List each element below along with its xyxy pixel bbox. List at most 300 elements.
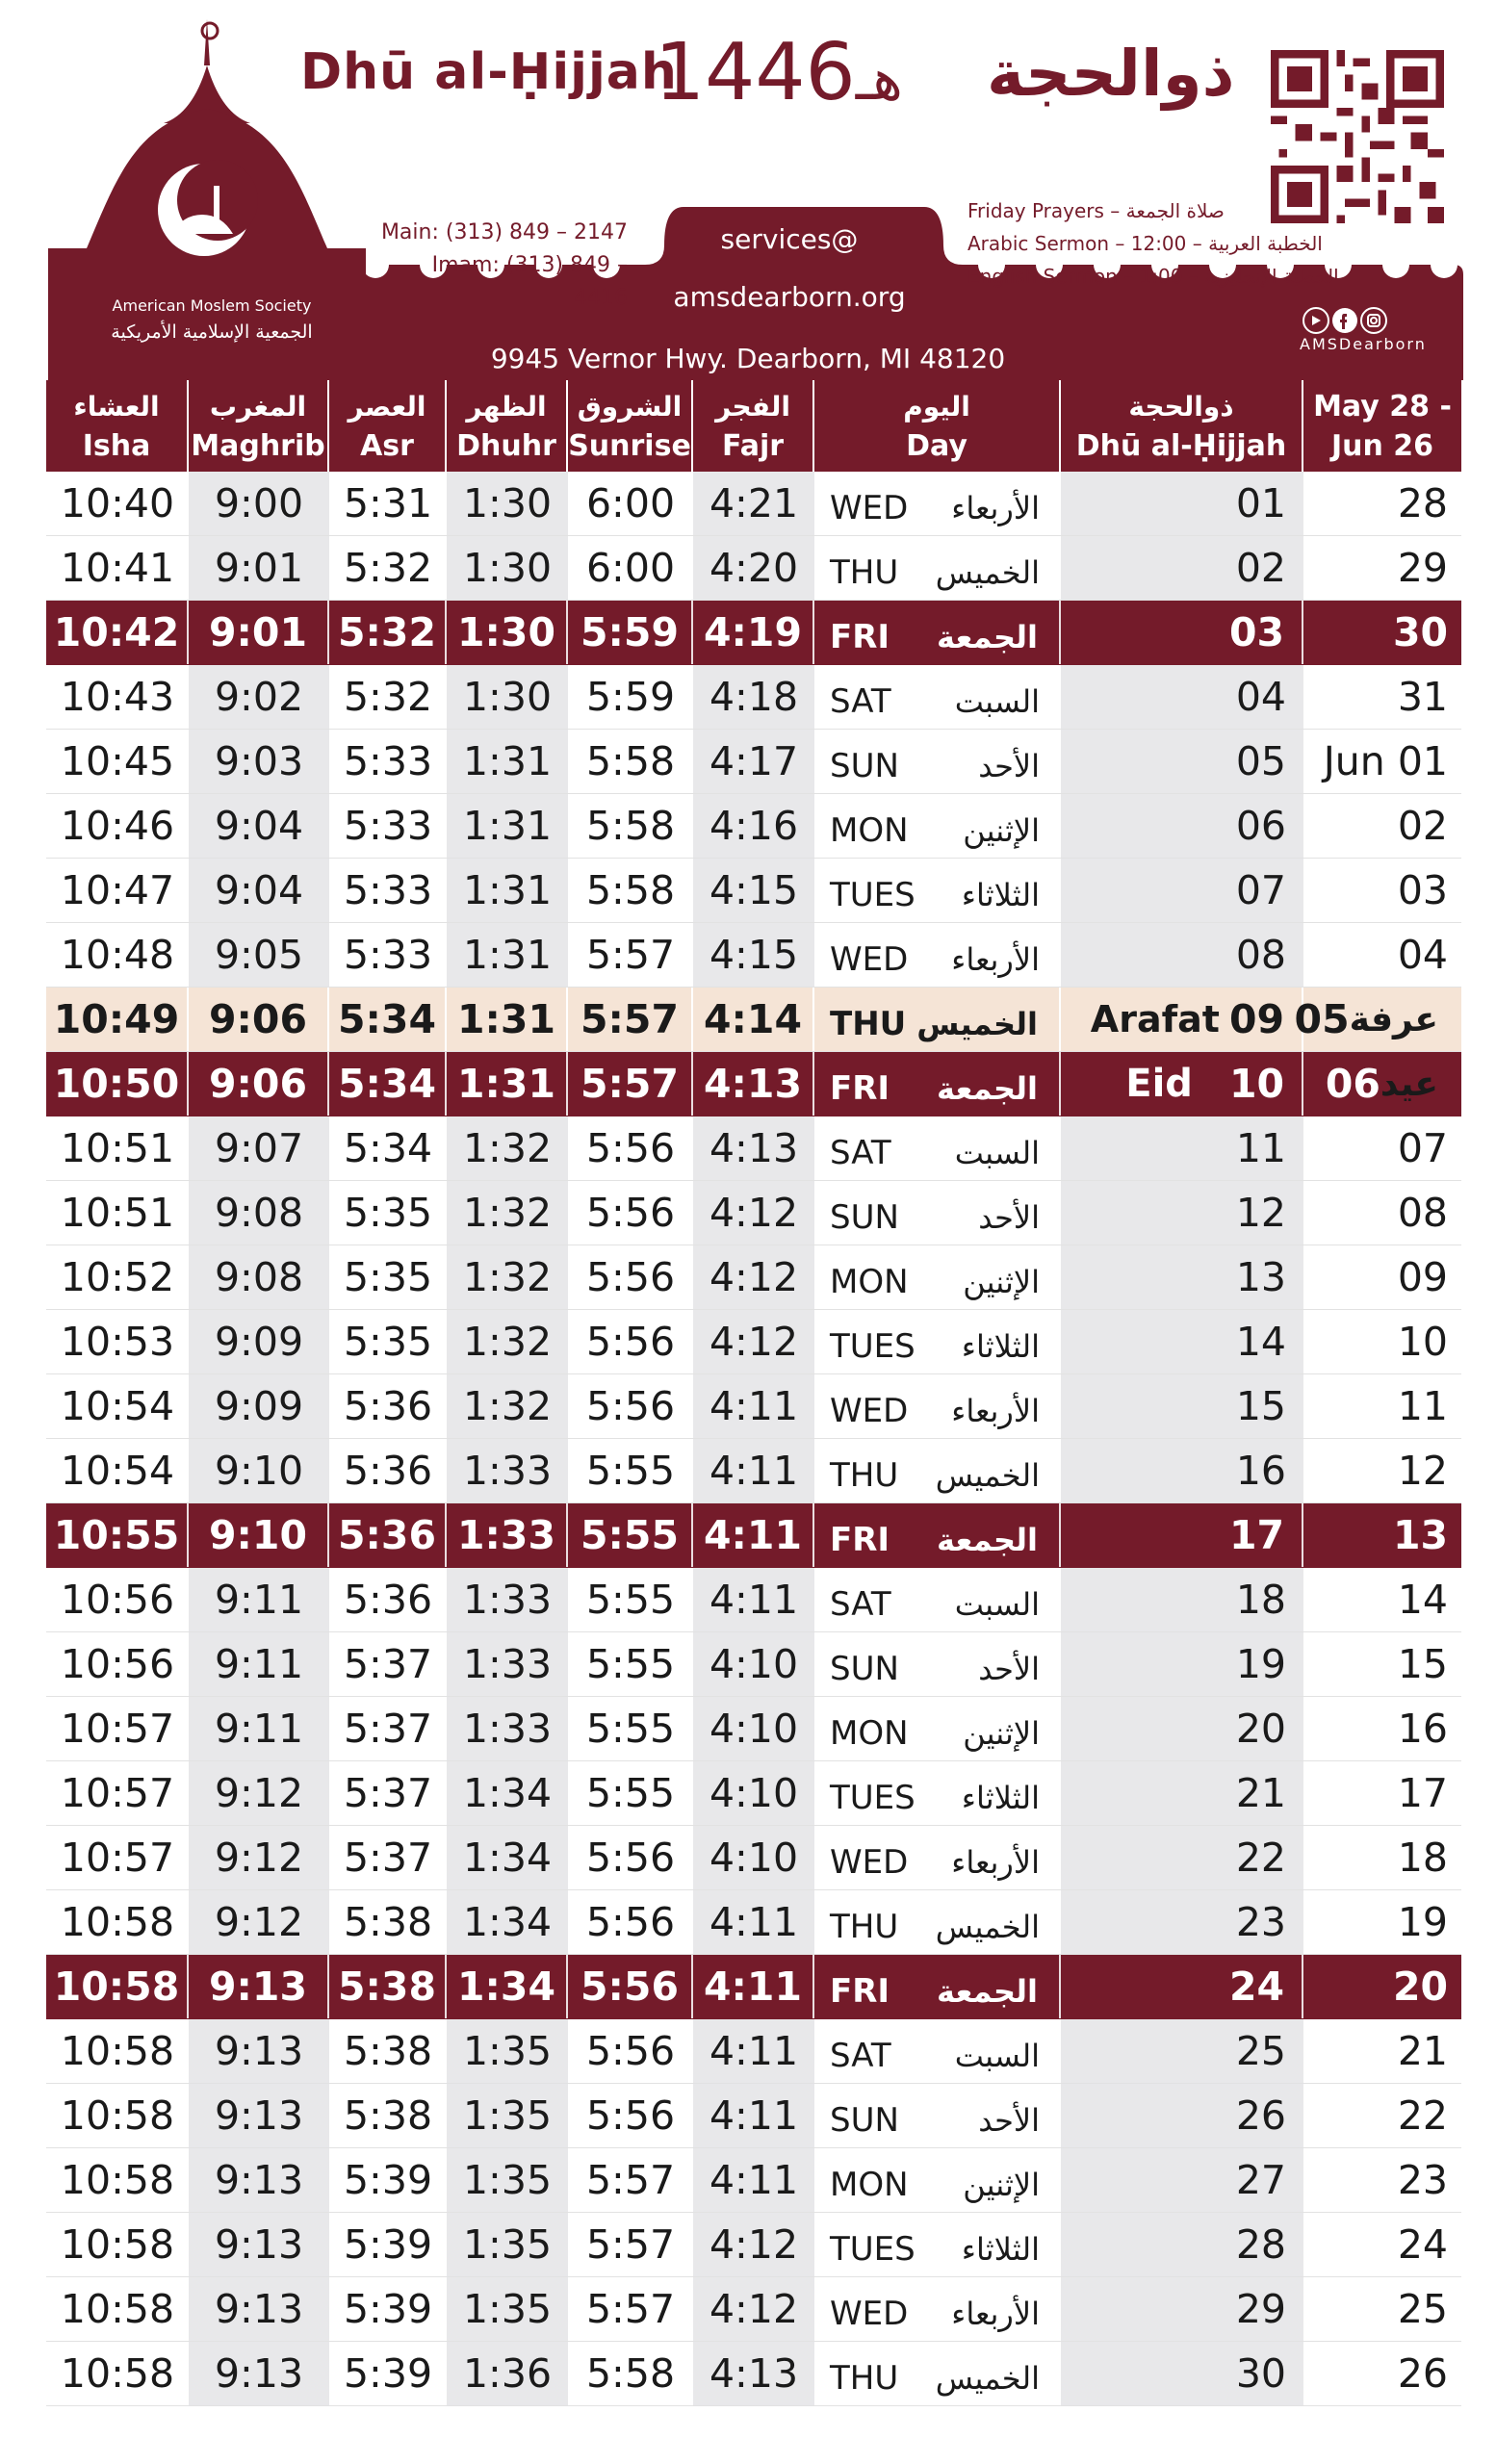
greg-cell	[1303, 665, 1461, 729]
greg-date: 11	[1397, 1383, 1448, 1429]
maghrib-cell	[189, 1761, 329, 1825]
asr-time: 5:37	[343, 1641, 433, 1687]
day-en: SAT	[830, 1134, 891, 1172]
col-fajr-en: Fajr	[721, 428, 785, 463]
isha-time: 10:57	[60, 1706, 175, 1752]
table-row	[46, 601, 1461, 665]
asr-cell	[329, 923, 447, 987]
dhuhr-time: 1:30	[462, 674, 553, 720]
day-cell	[814, 1374, 1061, 1438]
fajr-time: 4:19	[704, 609, 802, 655]
greg-date: 12	[1397, 1448, 1448, 1494]
col-hijri-en: Dhū al-Ḥijjah	[1075, 428, 1287, 463]
sunrise-cell	[568, 1826, 693, 1889]
isha-cell	[46, 2213, 189, 2276]
instagram-icon[interactable]	[1361, 308, 1386, 333]
greg-date: 26	[1397, 2350, 1448, 2397]
asr-cell	[329, 988, 447, 1051]
day-en: THU	[830, 1908, 899, 1946]
sunrise-cell	[568, 601, 693, 664]
col-greg-line1: May 28 -	[1313, 389, 1452, 424]
col-fajr-ar: الفجر	[715, 390, 790, 423]
fajr-time: 4:10	[709, 1835, 799, 1881]
maghrib-cell	[189, 472, 329, 535]
maghrib-cell	[189, 1697, 329, 1760]
sunrise-time: 5:56	[585, 1899, 676, 1945]
fajr-time: 4:13	[709, 1125, 799, 1171]
col-fajr	[693, 380, 814, 472]
day-ar: الجمعة	[937, 1522, 1038, 1558]
sunrise-cell	[568, 1052, 693, 1116]
day-ar: الخميس	[935, 1457, 1040, 1494]
maghrib-cell	[189, 1568, 329, 1631]
asr-time: 5:34	[343, 1125, 433, 1171]
maghrib-cell	[189, 1826, 329, 1889]
sunrise-time: 5:56	[585, 1319, 676, 1365]
greg-cell	[1303, 1826, 1461, 1889]
phone-imam[interactable]: Imam: (313) 849 – 4416	[431, 253, 628, 310]
fajr-time: 4:10	[709, 1706, 799, 1752]
table-row	[46, 859, 1461, 923]
isha-cell	[46, 1310, 189, 1373]
greg-cell	[1303, 2148, 1461, 2212]
hijri-date: 03	[1228, 609, 1284, 655]
day-en: FRI	[830, 1521, 890, 1559]
sunrise-cell	[568, 2084, 693, 2147]
greg-date: 07	[1397, 1125, 1448, 1171]
isha-cell	[46, 2148, 189, 2212]
asr-cell	[329, 1568, 447, 1631]
table-row	[46, 1697, 1461, 1761]
day-ar: السبت	[954, 683, 1040, 720]
dhuhr-time: 1:30	[462, 480, 553, 526]
day-ar: الأحد	[978, 748, 1040, 784]
fajr-cell	[693, 2148, 814, 2212]
greg-date: 25	[1397, 2286, 1448, 2332]
day-cell	[814, 1955, 1061, 2018]
greg-cell	[1303, 1245, 1461, 1309]
asr-time: 5:32	[343, 545, 433, 591]
greg-date: 03	[1397, 867, 1448, 913]
facebook-icon[interactable]	[1332, 308, 1357, 333]
sunrise-time: 6:00	[585, 545, 676, 591]
maghrib-time: 9:01	[214, 545, 304, 591]
maghrib-time: 9:10	[214, 1448, 304, 1494]
asr-time: 5:32	[338, 609, 436, 655]
fajr-cell	[693, 730, 814, 793]
day-en: WED	[830, 940, 909, 979]
greg-date: 21	[1397, 2028, 1448, 2074]
isha-cell	[46, 923, 189, 987]
sunrise-time: 5:56	[585, 1125, 676, 1171]
hijri-cell	[1061, 1310, 1303, 1373]
col-greg-line2: Jun 26	[1330, 428, 1434, 463]
fajr-cell	[693, 859, 814, 922]
qr-code-icon[interactable]	[1271, 50, 1444, 223]
hijri-date: 12	[1235, 1190, 1286, 1236]
fajr-time: 4:12	[709, 1319, 799, 1365]
day-en: FRI	[830, 1069, 890, 1108]
day-en: TUES	[830, 2230, 916, 2269]
maghrib-time: 9:13	[209, 1964, 307, 2010]
year-suffix: هـ	[855, 46, 903, 114]
col-hijri	[1061, 380, 1303, 472]
social-handle[interactable]: AMSDearborn	[1300, 335, 1427, 353]
maghrib-cell	[189, 2148, 329, 2212]
day-ar: الإثنين	[963, 1715, 1040, 1752]
sunrise-time: 5:55	[585, 1577, 676, 1623]
greg-note: عرفة	[1349, 999, 1438, 1040]
day-cell	[814, 2213, 1061, 2276]
hijri-cell	[1061, 923, 1303, 987]
table-row	[46, 2342, 1461, 2406]
table-row	[46, 1890, 1461, 1955]
day-en: FRI	[830, 1972, 890, 2011]
table-row	[46, 1245, 1461, 1310]
sunrise-time: 5:58	[585, 867, 676, 913]
hijri-cell	[1061, 1890, 1303, 1954]
asr-cell	[329, 1503, 447, 1567]
hijri-cell	[1061, 1503, 1303, 1567]
greg-cell	[1303, 1890, 1461, 1954]
sunrise-cell	[568, 1181, 693, 1245]
isha-cell	[46, 1052, 189, 1116]
isha-time: 10:56	[60, 1641, 175, 1687]
maghrib-cell	[189, 730, 329, 793]
maghrib-time: 9:06	[209, 996, 307, 1042]
sunrise-cell	[568, 1310, 693, 1373]
fajr-time: 4:10	[709, 1641, 799, 1687]
fajr-cell	[693, 601, 814, 664]
fajr-cell	[693, 1826, 814, 1889]
dhuhr-time: 1:32	[462, 1125, 553, 1171]
fajr-cell	[693, 2213, 814, 2276]
fajr-cell	[693, 2277, 814, 2341]
fajr-cell	[693, 1181, 814, 1245]
asr-time: 5:34	[338, 996, 436, 1042]
col-isha-en: Isha	[82, 428, 151, 463]
email-line-1[interactable]: services@	[720, 223, 859, 255]
fajr-cell	[693, 1310, 814, 1373]
table-body	[46, 472, 1461, 2406]
dhuhr-time: 1:34	[462, 1770, 553, 1816]
phone-numbers	[375, 217, 628, 315]
greg-date: 19	[1397, 1899, 1448, 1945]
isha-cell	[46, 2084, 189, 2147]
fajr-cell	[693, 988, 814, 1051]
asr-cell	[329, 1826, 447, 1889]
day-en: WED	[830, 1392, 909, 1430]
maghrib-time: 9:04	[214, 867, 304, 913]
fajr-time: 4:17	[709, 738, 799, 784]
maghrib-time: 9:10	[209, 1512, 307, 1558]
asr-cell	[329, 1052, 447, 1116]
dhuhr-cell	[447, 1697, 568, 1760]
greg-date: 30	[1392, 609, 1448, 655]
dhuhr-cell	[447, 1890, 568, 1954]
greg-cell	[1303, 2019, 1461, 2083]
greg-cell	[1303, 1503, 1461, 1567]
day-ar: الأربعاء	[951, 490, 1040, 526]
isha-cell	[46, 1826, 189, 1889]
greg-date: 04	[1397, 932, 1448, 978]
isha-time: 10:56	[60, 1577, 175, 1623]
maghrib-time: 9:06	[209, 1061, 307, 1107]
isha-cell	[46, 1503, 189, 1567]
hijri-date: 28	[1235, 2221, 1286, 2268]
sunrise-time: 6:00	[585, 480, 676, 526]
isha-time: 10:58	[60, 2157, 175, 2203]
isha-time: 10:42	[53, 609, 180, 655]
asr-time: 5:35	[343, 1190, 433, 1236]
fajr-time: 4:10	[709, 1770, 799, 1816]
isha-time: 10:58	[53, 1964, 180, 2010]
dhuhr-cell	[447, 1955, 568, 2018]
isha-cell	[46, 988, 189, 1051]
day-cell	[814, 1826, 1061, 1889]
sunrise-cell	[568, 923, 693, 987]
dhuhr-time: 1:32	[462, 1254, 553, 1300]
greg-date: 28	[1397, 480, 1448, 526]
hijri-date: 27	[1235, 2157, 1286, 2203]
sunrise-cell	[568, 730, 693, 793]
isha-time: 10:58	[60, 2221, 175, 2268]
youtube-icon[interactable]	[1303, 308, 1328, 333]
col-asr-en: Asr	[360, 428, 414, 463]
sunrise-time: 5:57	[585, 2157, 676, 2203]
col-maghrib-ar: المغرب	[209, 390, 307, 423]
sunrise-cell	[568, 1568, 693, 1631]
greg-date: 16	[1397, 1706, 1448, 1752]
email-line-2[interactable]: amsdearborn.org	[673, 281, 906, 313]
hijri-cell	[1061, 1116, 1303, 1180]
asr-cell	[329, 536, 447, 600]
isha-time: 10:51	[60, 1190, 175, 1236]
fajr-cell	[693, 1052, 814, 1116]
day-cell	[814, 923, 1061, 987]
maghrib-cell	[189, 2342, 329, 2405]
greg-date: 09	[1397, 1254, 1448, 1300]
greg-date: 17	[1397, 1770, 1448, 1816]
maghrib-time: 9:04	[214, 803, 304, 849]
asr-time: 5:35	[343, 1254, 433, 1300]
fajr-time: 4:12	[709, 1254, 799, 1300]
fajr-cell	[693, 2084, 814, 2147]
table-row	[46, 730, 1461, 794]
dhuhr-cell	[447, 2148, 568, 2212]
day-en: WED	[830, 2295, 909, 2333]
asr-cell	[329, 1439, 447, 1502]
isha-time: 10:51	[60, 1125, 175, 1171]
asr-cell	[329, 665, 447, 729]
asr-cell	[329, 1955, 447, 2018]
social-icons	[1302, 306, 1417, 335]
table-row	[46, 1632, 1461, 1697]
greg-date: 22	[1397, 2092, 1448, 2139]
day-en: TUES	[830, 876, 916, 914]
sunrise-cell	[568, 2277, 693, 2341]
sunrise-time: 5:56	[585, 1190, 676, 1236]
col-maghrib-en: Maghrib	[191, 428, 325, 463]
table-row	[46, 1181, 1461, 1245]
hijri-cell	[1061, 1181, 1303, 1245]
greg-cell	[1303, 730, 1461, 793]
maghrib-time: 9:00	[214, 480, 304, 526]
day-cell	[814, 1181, 1061, 1245]
fajr-cell	[693, 1503, 814, 1567]
greg-date: 14	[1397, 1577, 1448, 1623]
dhuhr-cell	[447, 2084, 568, 2147]
day-cell	[814, 1568, 1061, 1631]
fajr-time: 4:11	[709, 2028, 799, 2074]
friday-prayers: Friday Prayers – صلاة الجمعة	[967, 199, 1225, 222]
maghrib-cell	[189, 2277, 329, 2341]
greg-cell	[1303, 601, 1461, 664]
sunrise-time: 5:56	[580, 1964, 679, 2010]
sunrise-cell	[568, 536, 693, 600]
month-title-ar: ذوالحجة	[987, 37, 1235, 111]
day-ar: الخميس	[935, 1909, 1040, 1945]
maghrib-cell	[189, 2213, 329, 2276]
greg-cell	[1303, 1697, 1461, 1760]
hijri-cell	[1061, 1052, 1303, 1116]
maghrib-time: 9:13	[214, 2092, 304, 2139]
day-cell	[814, 859, 1061, 922]
maghrib-time: 9:08	[214, 1254, 304, 1300]
sunrise-cell	[568, 1761, 693, 1825]
fajr-time: 4:11	[709, 2157, 799, 2203]
dhuhr-time: 1:32	[462, 1319, 553, 1365]
dhuhr-cell	[447, 988, 568, 1051]
dhuhr-cell	[447, 2213, 568, 2276]
sunrise-cell	[568, 1116, 693, 1180]
day-en: THU	[830, 1005, 907, 1043]
hijri-cell	[1061, 1955, 1303, 2018]
asr-time: 5:39	[343, 2286, 433, 2332]
day-en: FRI	[830, 618, 890, 656]
table-row	[46, 1116, 1461, 1181]
maghrib-cell	[189, 988, 329, 1051]
day-ar: الأربعاء	[951, 1393, 1040, 1429]
dhuhr-time: 1:33	[462, 1448, 553, 1494]
sunrise-time: 5:57	[580, 996, 679, 1042]
day-cell	[814, 794, 1061, 858]
hijri-date: 23	[1235, 1899, 1286, 1945]
dhuhr-cell	[447, 859, 568, 922]
prayer-times-table	[46, 380, 1461, 2406]
fajr-cell	[693, 472, 814, 535]
hijri-cell	[1061, 536, 1303, 600]
isha-time: 10:54	[60, 1448, 175, 1494]
maghrib-cell	[189, 1181, 329, 1245]
hijri-cell	[1061, 2084, 1303, 2147]
hijri-date: 17	[1228, 1512, 1284, 1558]
maghrib-time: 9:13	[214, 2157, 304, 2203]
maghrib-cell	[189, 1310, 329, 1373]
fajr-cell	[693, 1439, 814, 1502]
maghrib-cell	[189, 1632, 329, 1696]
isha-cell	[46, 2342, 189, 2405]
day-cell	[814, 1697, 1061, 1760]
isha-time: 10:58	[60, 2286, 175, 2332]
fajr-cell	[693, 2342, 814, 2405]
day-cell	[814, 1310, 1061, 1373]
sunrise-time: 5:58	[585, 803, 676, 849]
maghrib-time: 9:02	[214, 674, 304, 720]
maghrib-cell	[189, 1052, 329, 1116]
isha-cell	[46, 859, 189, 922]
sunrise-cell	[568, 2342, 693, 2405]
isha-time: 10:58	[60, 1899, 175, 1945]
greg-date: 06	[1325, 1061, 1380, 1107]
isha-cell	[46, 665, 189, 729]
greg-cell	[1303, 859, 1461, 922]
phone-main[interactable]: Main: (313) 849 – 2147	[380, 220, 628, 244]
fajr-time: 4:11	[709, 2092, 799, 2139]
day-cell	[814, 472, 1061, 535]
day-cell	[814, 1052, 1061, 1116]
day-ar: الثلاثاء	[961, 1780, 1040, 1816]
isha-time: 10:46	[60, 803, 175, 849]
sunrise-time: 5:56	[585, 1254, 676, 1300]
col-day	[814, 380, 1061, 472]
fajr-time: 4:20	[709, 545, 799, 591]
dhuhr-time: 1:33	[462, 1577, 553, 1623]
dhuhr-time: 1:36	[462, 2350, 553, 2397]
fajr-cell	[693, 1568, 814, 1631]
greg-cell	[1303, 1116, 1461, 1180]
dhuhr-cell	[447, 1052, 568, 1116]
col-asr-ar: العصر	[348, 390, 426, 423]
dhuhr-cell	[447, 601, 568, 664]
asr-time: 5:38	[338, 1964, 436, 2010]
fajr-time: 4:12	[709, 2286, 799, 2332]
asr-cell	[329, 2148, 447, 2212]
day-ar: الثلاثاء	[961, 1328, 1040, 1365]
day-en: SUN	[830, 1650, 899, 1688]
day-ar: الأربعاء	[951, 2296, 1040, 2332]
day-cell	[814, 1245, 1061, 1309]
maghrib-time: 9:05	[214, 932, 304, 978]
isha-cell	[46, 794, 189, 858]
isha-cell	[46, 1632, 189, 1696]
isha-time: 10:41	[60, 545, 175, 591]
greg-cell	[1303, 1052, 1461, 1116]
hijri-cell	[1061, 2213, 1303, 2276]
day-ar: الأربعاء	[951, 1844, 1040, 1881]
day-cell	[814, 2084, 1061, 2147]
dhuhr-time: 1:35	[462, 2286, 553, 2332]
fajr-time: 4:21	[709, 480, 799, 526]
hijri-cell	[1061, 665, 1303, 729]
dhuhr-cell	[447, 1116, 568, 1180]
table-row	[46, 2019, 1461, 2084]
asr-time: 5:36	[343, 1383, 433, 1429]
maghrib-cell	[189, 536, 329, 600]
hijri-date: 11	[1235, 1125, 1286, 1171]
sunrise-cell	[568, 988, 693, 1051]
asr-cell	[329, 1374, 447, 1438]
greg-cell	[1294, 988, 1461, 1051]
isha-cell	[46, 536, 189, 600]
fajr-time: 4:12	[709, 2221, 799, 2268]
hijri-cell	[1061, 988, 1303, 1051]
day-cell	[814, 988, 1061, 1051]
dhuhr-time: 1:33	[457, 1512, 555, 1558]
hijri-date: 30	[1235, 2350, 1286, 2397]
fajr-cell	[693, 923, 814, 987]
greg-cell	[1303, 472, 1461, 535]
